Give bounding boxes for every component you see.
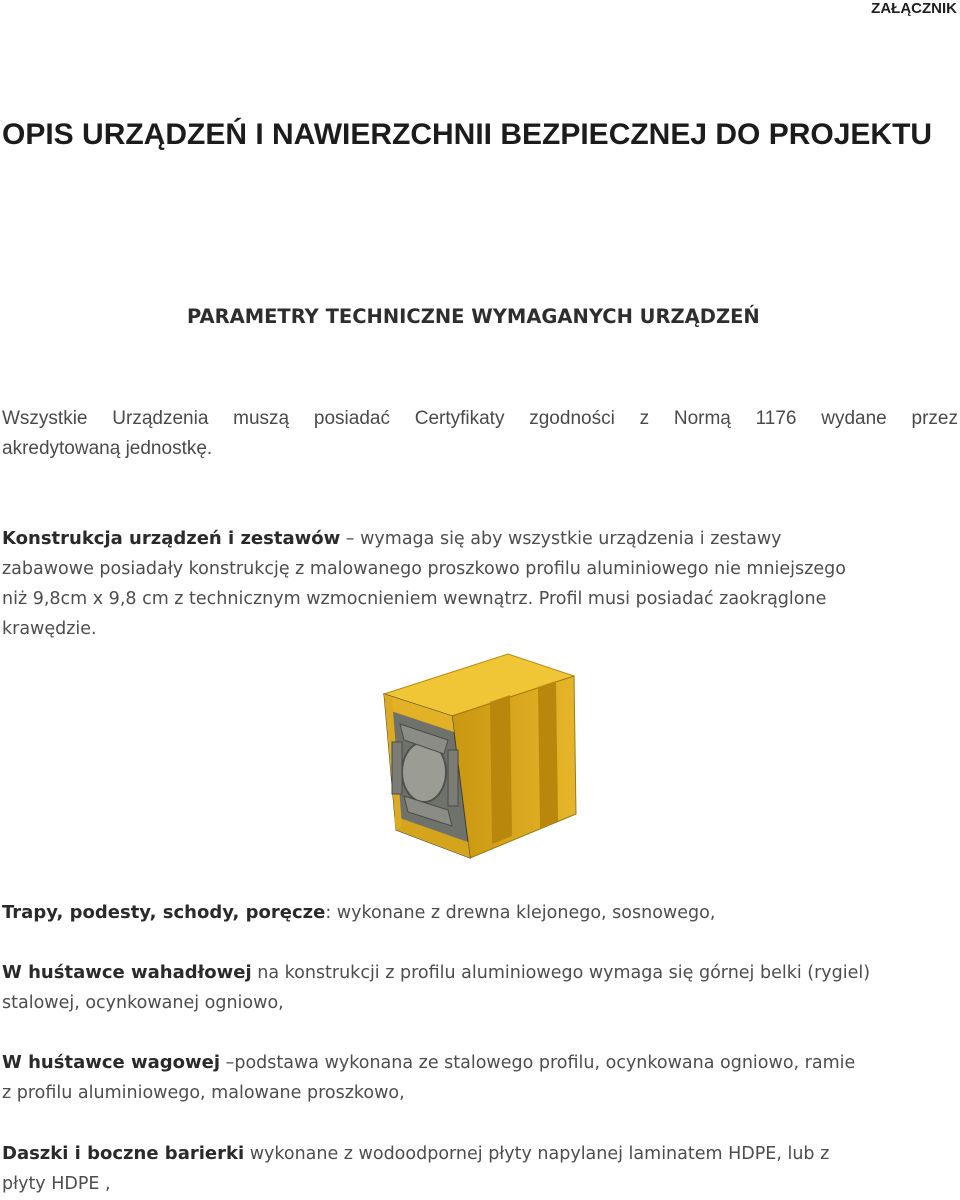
aluminium-profile-image — [378, 646, 584, 862]
item-bold: W huśtawce wahadłowej — [2, 962, 252, 983]
item-block — [2, 1139, 958, 1199]
page-title: OPIS URZĄDZEŃ I NAWIERZCHNII BEZPIECZNEJ DO PROJEKTU — [2, 118, 933, 151]
item-text: : wykonane z drewna klejonego, sosnowego, — [325, 903, 716, 923]
item-bold: Daszki i boczne barierki — [2, 1143, 245, 1164]
item-block — [2, 958, 958, 1018]
header-label: ZAŁĄCZNIK — [871, 0, 957, 17]
construction-line: krawędzie. — [2, 619, 97, 639]
construction-line — [2, 524, 958, 554]
item-line: z profilu aluminiowego, malowane proszkowo, — [2, 1083, 405, 1103]
construction-paragraph — [2, 524, 958, 644]
item-line: stalowej, ocynkowanej ogniowo, — [2, 993, 284, 1013]
item-text: wykonane z wodoodpornej płyty napylanej laminatem HDPE, lub z — [244, 1144, 830, 1164]
item-bold: W huśtawce wagowej — [2, 1052, 221, 1073]
intro-paragraph — [2, 404, 958, 464]
construction-line: niż 9,8cm x 9,8 cm z technicznym wzmocnieniem wewnątrz. Profil musi posiadać zaokrąglone — [2, 589, 827, 609]
construction-bold: Konstrukcja urządzeń i zestawów — [2, 528, 341, 549]
item-bold: Trapy, podesty, schody, poręcze — [2, 902, 326, 923]
section-subtitle: PARAMETRY TECHNICZNE WYMAGANYCH URZĄDZEŃ — [187, 305, 760, 328]
item-line — [2, 1048, 958, 1078]
item-block — [2, 1048, 958, 1108]
item-text: na konstrukcji z profilu aluminiowego wymaga się górnej belki (rygiel) — [251, 963, 871, 983]
item-line — [2, 898, 958, 928]
item-line — [2, 958, 958, 988]
aluminium-profile-icon — [378, 646, 584, 862]
construction-line: zabawowe posiadały konstrukcję z malowanego proszkowo profilu aluminiowego nie mniejszego — [2, 559, 846, 579]
item-line: płyty HDPE , — [2, 1174, 111, 1194]
intro-line: akredytowaną jednostkę. — [2, 438, 213, 459]
item-text: –podstawa wykonana ze stalowego profilu, ocynkowana ogniowo, ramie — [220, 1053, 856, 1073]
item-line — [2, 1139, 958, 1169]
construction-text: – wymaga się aby wszystkie urządzenia i zestawy — [340, 529, 782, 549]
item-block — [2, 898, 958, 928]
intro-line: Wszystkie Urządzenia muszą posiadać Certyfikaty zgodności z Normą 1176 wydane przez — [2, 408, 958, 429]
